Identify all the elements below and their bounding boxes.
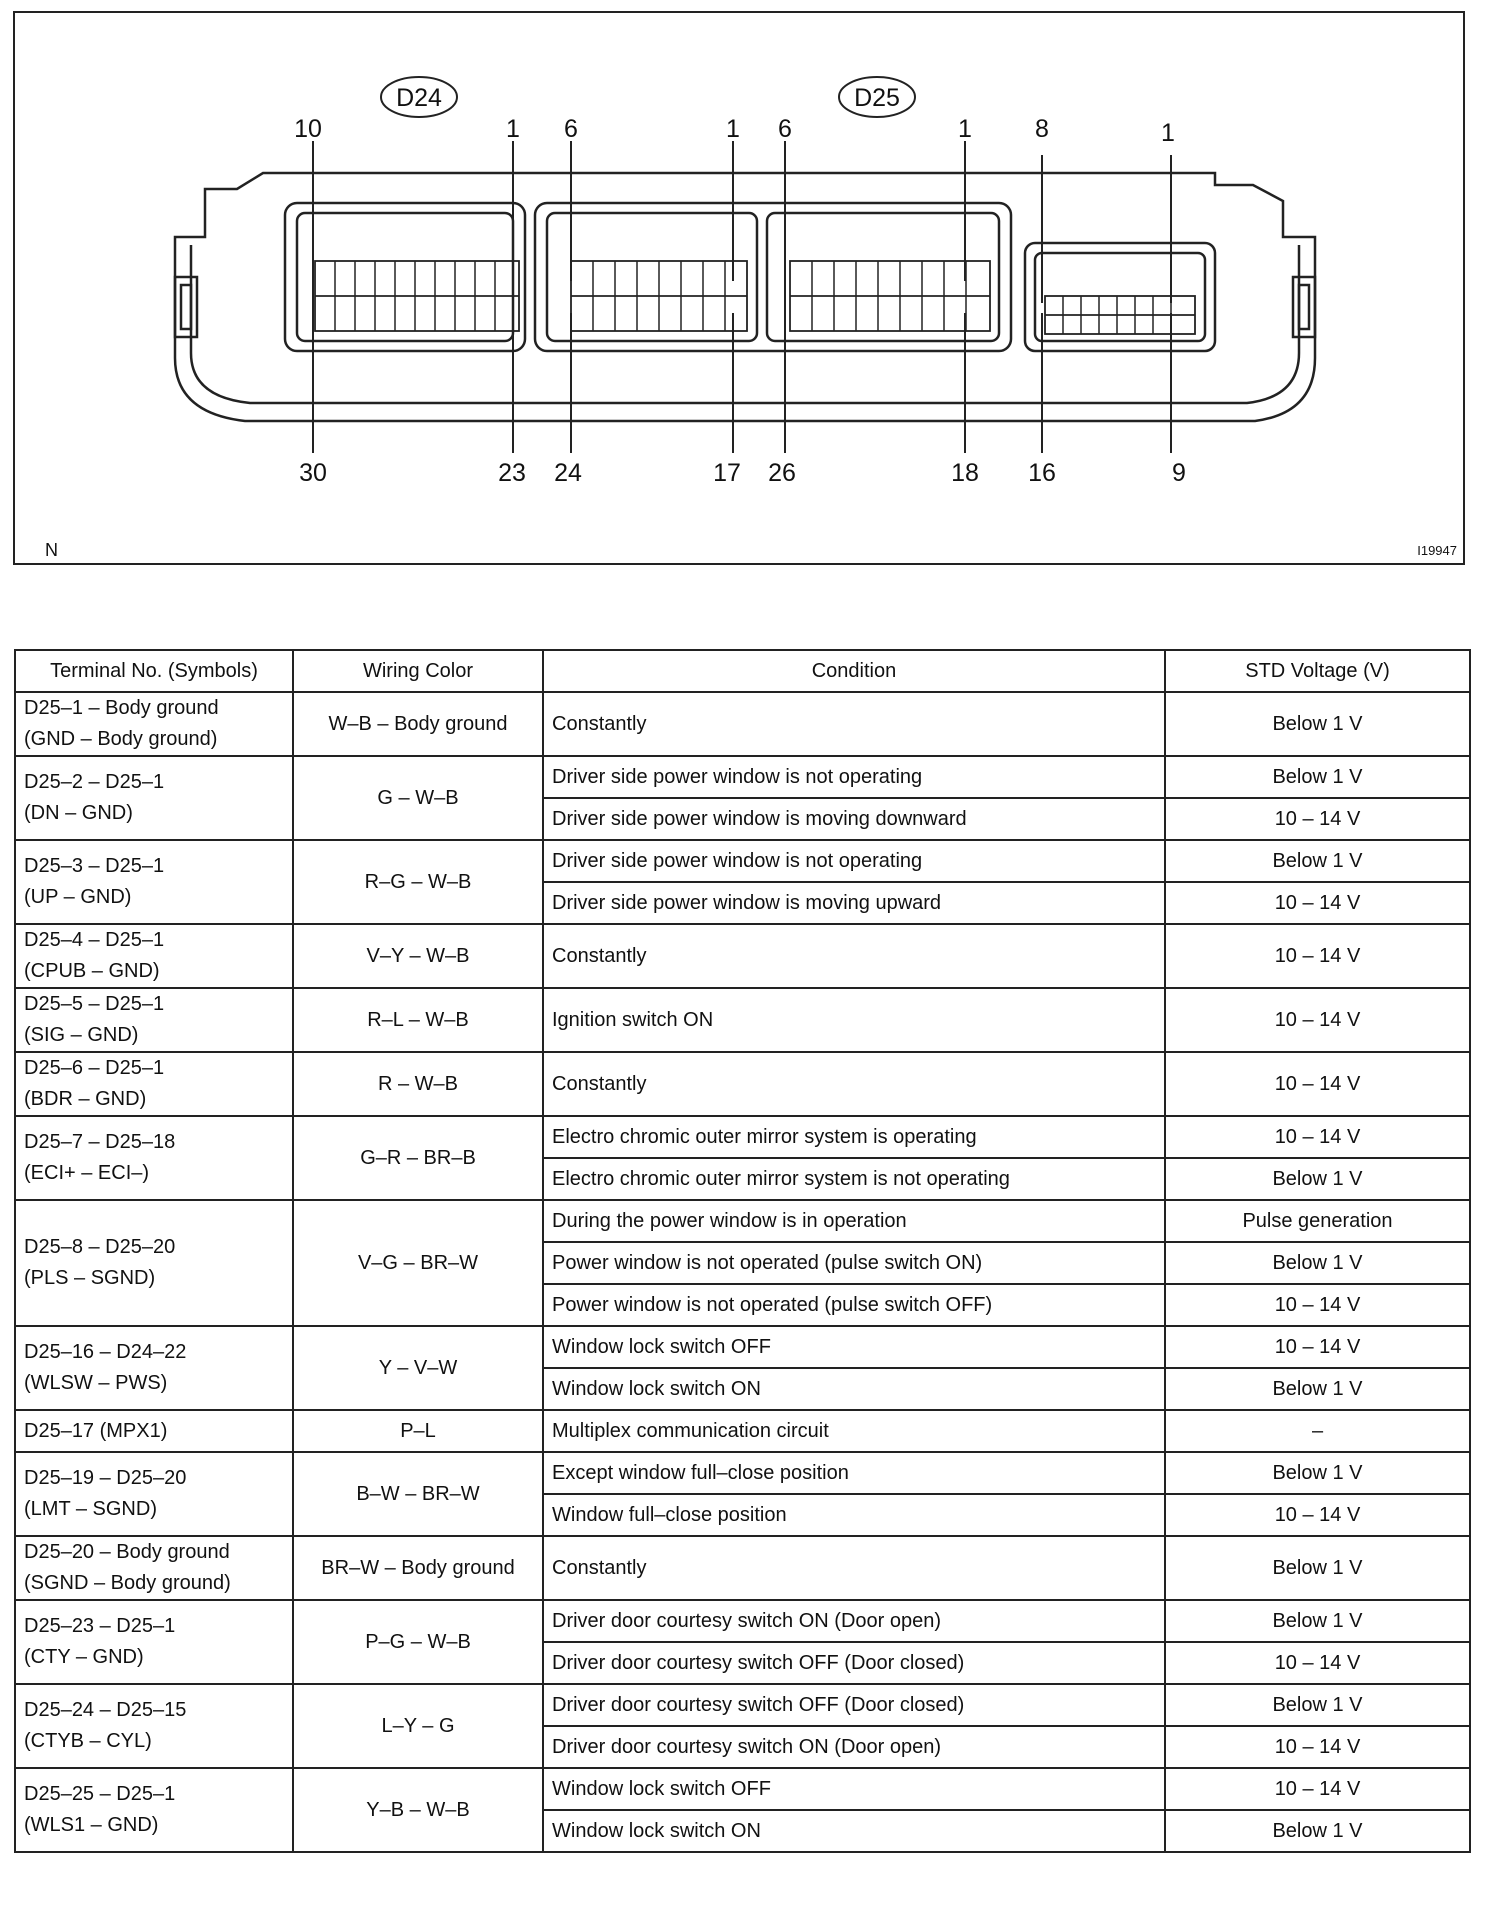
condition-cell: Power window is not operated (pulse switch OFF) [543, 1284, 1165, 1326]
wiring-color-cell: B–W – BR–W [293, 1452, 543, 1536]
table-row [15, 1536, 1470, 1600]
voltage-cell: Below 1 V [1165, 1536, 1470, 1600]
connector-label-d25: D25 [854, 84, 900, 112]
voltage-cell: 10 – 14 V [1165, 882, 1470, 924]
header-condition: Condition [543, 650, 1165, 692]
wiring-color-cell: G – W–B [293, 756, 543, 840]
connector-diagram [13, 11, 1465, 565]
voltage-cell: Below 1 V [1165, 1242, 1470, 1284]
table-row [15, 924, 1470, 988]
voltage-cell: Below 1 V [1165, 692, 1470, 756]
figure-id: I19947 [1417, 543, 1457, 558]
condition-cell: Multiplex communication circuit [543, 1410, 1165, 1452]
terminal-label: D25–24 – D25–15 [24, 1699, 187, 1721]
terminal-cell [15, 1600, 293, 1684]
wiring-color-cell: R–G – W–B [293, 840, 543, 924]
condition-cell: Driver door courtesy switch OFF (Door closed) [543, 1684, 1165, 1726]
terminal-symbols: (CPUB – GND) [24, 960, 160, 982]
connector-drawing [15, 13, 1467, 567]
terminal-label: D25–19 – D25–20 [24, 1467, 187, 1489]
voltage-cell: 10 – 14 V [1165, 1284, 1470, 1326]
wiring-color-cell: W–B – Body ground [293, 692, 543, 756]
table-body [15, 692, 1470, 1852]
voltage-cell: 10 – 14 V [1165, 988, 1470, 1052]
table-row [15, 1768, 1470, 1810]
terminal-symbols: (SGND – Body ground) [24, 1572, 231, 1594]
voltage-cell: 10 – 14 V [1165, 1052, 1470, 1116]
terminal-cell [15, 1200, 293, 1326]
terminal-label: D25–20 – Body ground [24, 1541, 230, 1563]
terminal-cell [15, 1768, 293, 1852]
ecu-outline [175, 173, 1315, 421]
voltage-cell: 10 – 14 V [1165, 1116, 1470, 1158]
voltage-cell: Pulse generation [1165, 1200, 1470, 1242]
voltage-cell: Below 1 V [1165, 1452, 1470, 1494]
pin-label: 6 [778, 115, 792, 143]
table-row [15, 1684, 1470, 1726]
leader-lines [313, 141, 1171, 453]
wiring-color-cell: V–Y – W–B [293, 924, 543, 988]
wiring-color-cell: Y – V–W [293, 1326, 543, 1410]
condition-cell: Driver door courtesy switch ON (Door open) [543, 1600, 1165, 1642]
terminal-cell [15, 988, 293, 1052]
view-mark: N [45, 540, 58, 560]
connector-label-d24: D24 [396, 84, 442, 112]
voltage-cell: Below 1 V [1165, 1368, 1470, 1410]
terminal-symbols: (SIG – GND) [24, 1024, 139, 1046]
condition-cell: Power window is not operated (pulse switch ON) [543, 1242, 1165, 1284]
table-row [15, 1410, 1470, 1452]
condition-cell: Driver door courtesy switch ON (Door open) [543, 1726, 1165, 1768]
terminal-symbols: (PLS – SGND) [24, 1267, 156, 1289]
terminal-label: D25–8 – D25–20 [24, 1236, 176, 1258]
condition-cell: Except window full–close position [543, 1452, 1165, 1494]
condition-cell: Constantly [543, 924, 1165, 988]
terminal-label: D25–4 – D25–1 [24, 929, 165, 951]
condition-cell: Driver door courtesy switch OFF (Door closed) [543, 1642, 1165, 1684]
voltage-cell: Below 1 V [1165, 1684, 1470, 1726]
table-row [15, 988, 1470, 1052]
terminal-label: D25–17 (MPX1) [24, 1419, 168, 1442]
condition-cell: Driver side power window is not operating [543, 756, 1165, 798]
table-row [15, 1200, 1470, 1242]
pin-label: 6 [564, 115, 578, 143]
terminal-symbols: (LMT – SGND) [24, 1498, 157, 1520]
wiring-color-cell: G–R – BR–B [293, 1116, 543, 1200]
voltage-cell: Below 1 V [1165, 1600, 1470, 1642]
table-row [15, 1452, 1470, 1494]
condition-cell: Driver side power window is moving downward [543, 798, 1165, 840]
pin-label: 16 [1028, 459, 1056, 487]
header-voltage: STD Voltage (V) [1165, 650, 1470, 692]
table-row [15, 692, 1470, 756]
terminal-label: D25–5 – D25–1 [24, 993, 165, 1015]
condition-cell: Window lock switch ON [543, 1368, 1165, 1410]
terminal-cell [15, 1452, 293, 1536]
terminal-cell [15, 1052, 293, 1116]
terminal-label: D25–16 – D24–22 [24, 1341, 187, 1363]
condition-cell: Driver side power window is moving upward [543, 882, 1165, 924]
condition-cell: Driver side power window is not operating [543, 840, 1165, 882]
header-terminal: Terminal No. (Symbols) [15, 650, 293, 692]
condition-cell: Electro chromic outer mirror system is operating [543, 1116, 1165, 1158]
voltage-cell: 10 – 14 V [1165, 1642, 1470, 1684]
condition-cell: Window lock switch OFF [543, 1326, 1165, 1368]
terminal-symbols: (WLSW – PWS) [24, 1372, 168, 1394]
pin-label: 1 [726, 115, 740, 143]
terminal-symbols: (BDR – GND) [24, 1088, 147, 1110]
wiring-color-cell: L–Y – G [293, 1684, 543, 1768]
wiring-color-cell: R – W–B [293, 1052, 543, 1116]
voltage-cell: Below 1 V [1165, 840, 1470, 882]
voltage-cell: Below 1 V [1165, 756, 1470, 798]
condition-cell: Window full–close position [543, 1494, 1165, 1536]
voltage-cell: Below 1 V [1165, 1810, 1470, 1852]
pin-label: 23 [498, 459, 526, 487]
table-row [15, 1116, 1470, 1158]
pin-label: 8 [1035, 115, 1049, 143]
table-row [15, 1600, 1470, 1642]
table-row [15, 840, 1470, 882]
terminal-label: D25–23 – D25–1 [24, 1615, 176, 1637]
condition-cell: Constantly [543, 1052, 1165, 1116]
terminal-label: D25–25 – D25–1 [24, 1783, 176, 1805]
pin-label: 26 [768, 459, 796, 487]
terminal-cell [15, 924, 293, 988]
terminal-symbols: (WLS1 – GND) [24, 1814, 159, 1836]
terminal-label: D25–7 – D25–18 [24, 1131, 176, 1153]
condition-cell: Window lock switch ON [543, 1810, 1165, 1852]
terminal-symbols: (CTYB – CYL) [24, 1730, 152, 1752]
terminal-label: D25–1 – Body ground [24, 697, 219, 719]
table-row [15, 1052, 1470, 1116]
condition-cell: Electro chromic outer mirror system is not operating [543, 1158, 1165, 1200]
terminal-symbols: (ECI+ – ECI–) [24, 1162, 150, 1184]
terminal-cell [15, 692, 293, 756]
wiring-color-cell: V–G – BR–W [293, 1200, 543, 1326]
pin-label: 24 [554, 459, 582, 487]
terminal-cell [15, 1116, 293, 1200]
terminal-cell [15, 840, 293, 924]
wiring-color-cell: P–G – W–B [293, 1600, 543, 1684]
wiring-color-cell: BR–W – Body ground [293, 1536, 543, 1600]
condition-cell: During the power window is in operation [543, 1200, 1165, 1242]
voltage-cell: Below 1 V [1165, 1158, 1470, 1200]
terminal-label: D25–2 – D25–1 [24, 771, 165, 793]
wiring-color-cell: R–L – W–B [293, 988, 543, 1052]
terminal-symbols: (GND – Body ground) [24, 728, 218, 750]
voltage-cell: 10 – 14 V [1165, 1494, 1470, 1536]
terminal-label: D25–3 – D25–1 [24, 855, 165, 877]
terminal-symbols: (DN – GND) [24, 802, 133, 824]
pin-label: 10 [294, 115, 322, 143]
pin-label: 18 [951, 459, 979, 487]
terminal-cell [15, 1410, 293, 1452]
wiring-color-cell: P–L [293, 1410, 543, 1452]
condition-cell: Constantly [543, 1536, 1165, 1600]
condition-cell: Window lock switch OFF [543, 1768, 1165, 1810]
voltage-cell: 10 – 14 V [1165, 1326, 1470, 1368]
pin-label: 9 [1172, 459, 1186, 487]
terminal-symbols: (CTY – GND) [24, 1646, 144, 1668]
pin-label: 1 [958, 115, 972, 143]
terminal-symbols: (UP – GND) [24, 886, 132, 908]
terminal-table [14, 649, 1471, 1853]
voltage-cell: 10 – 14 V [1165, 1768, 1470, 1810]
terminal-cell [15, 1684, 293, 1768]
pin-label: 30 [299, 459, 327, 487]
terminal-label: D25–6 – D25–1 [24, 1057, 165, 1079]
table-header-row [15, 650, 1470, 692]
voltage-cell: 10 – 14 V [1165, 798, 1470, 840]
pin-label: 1 [506, 115, 520, 143]
pin-label: 1 [1161, 119, 1175, 147]
table-row [15, 756, 1470, 798]
header-wiring: Wiring Color [293, 650, 543, 692]
condition-cell: Constantly [543, 692, 1165, 756]
pin-label: 17 [713, 459, 741, 487]
terminal-cell [15, 1536, 293, 1600]
voltage-cell: 10 – 14 V [1165, 924, 1470, 988]
wiring-color-cell: Y–B – W–B [293, 1768, 543, 1852]
voltage-cell: 10 – 14 V [1165, 1726, 1470, 1768]
table-row [15, 1326, 1470, 1368]
condition-cell: Ignition switch ON [543, 988, 1165, 1052]
terminal-cell [15, 756, 293, 840]
terminal-cell [15, 1326, 293, 1410]
voltage-cell: – [1165, 1410, 1470, 1452]
